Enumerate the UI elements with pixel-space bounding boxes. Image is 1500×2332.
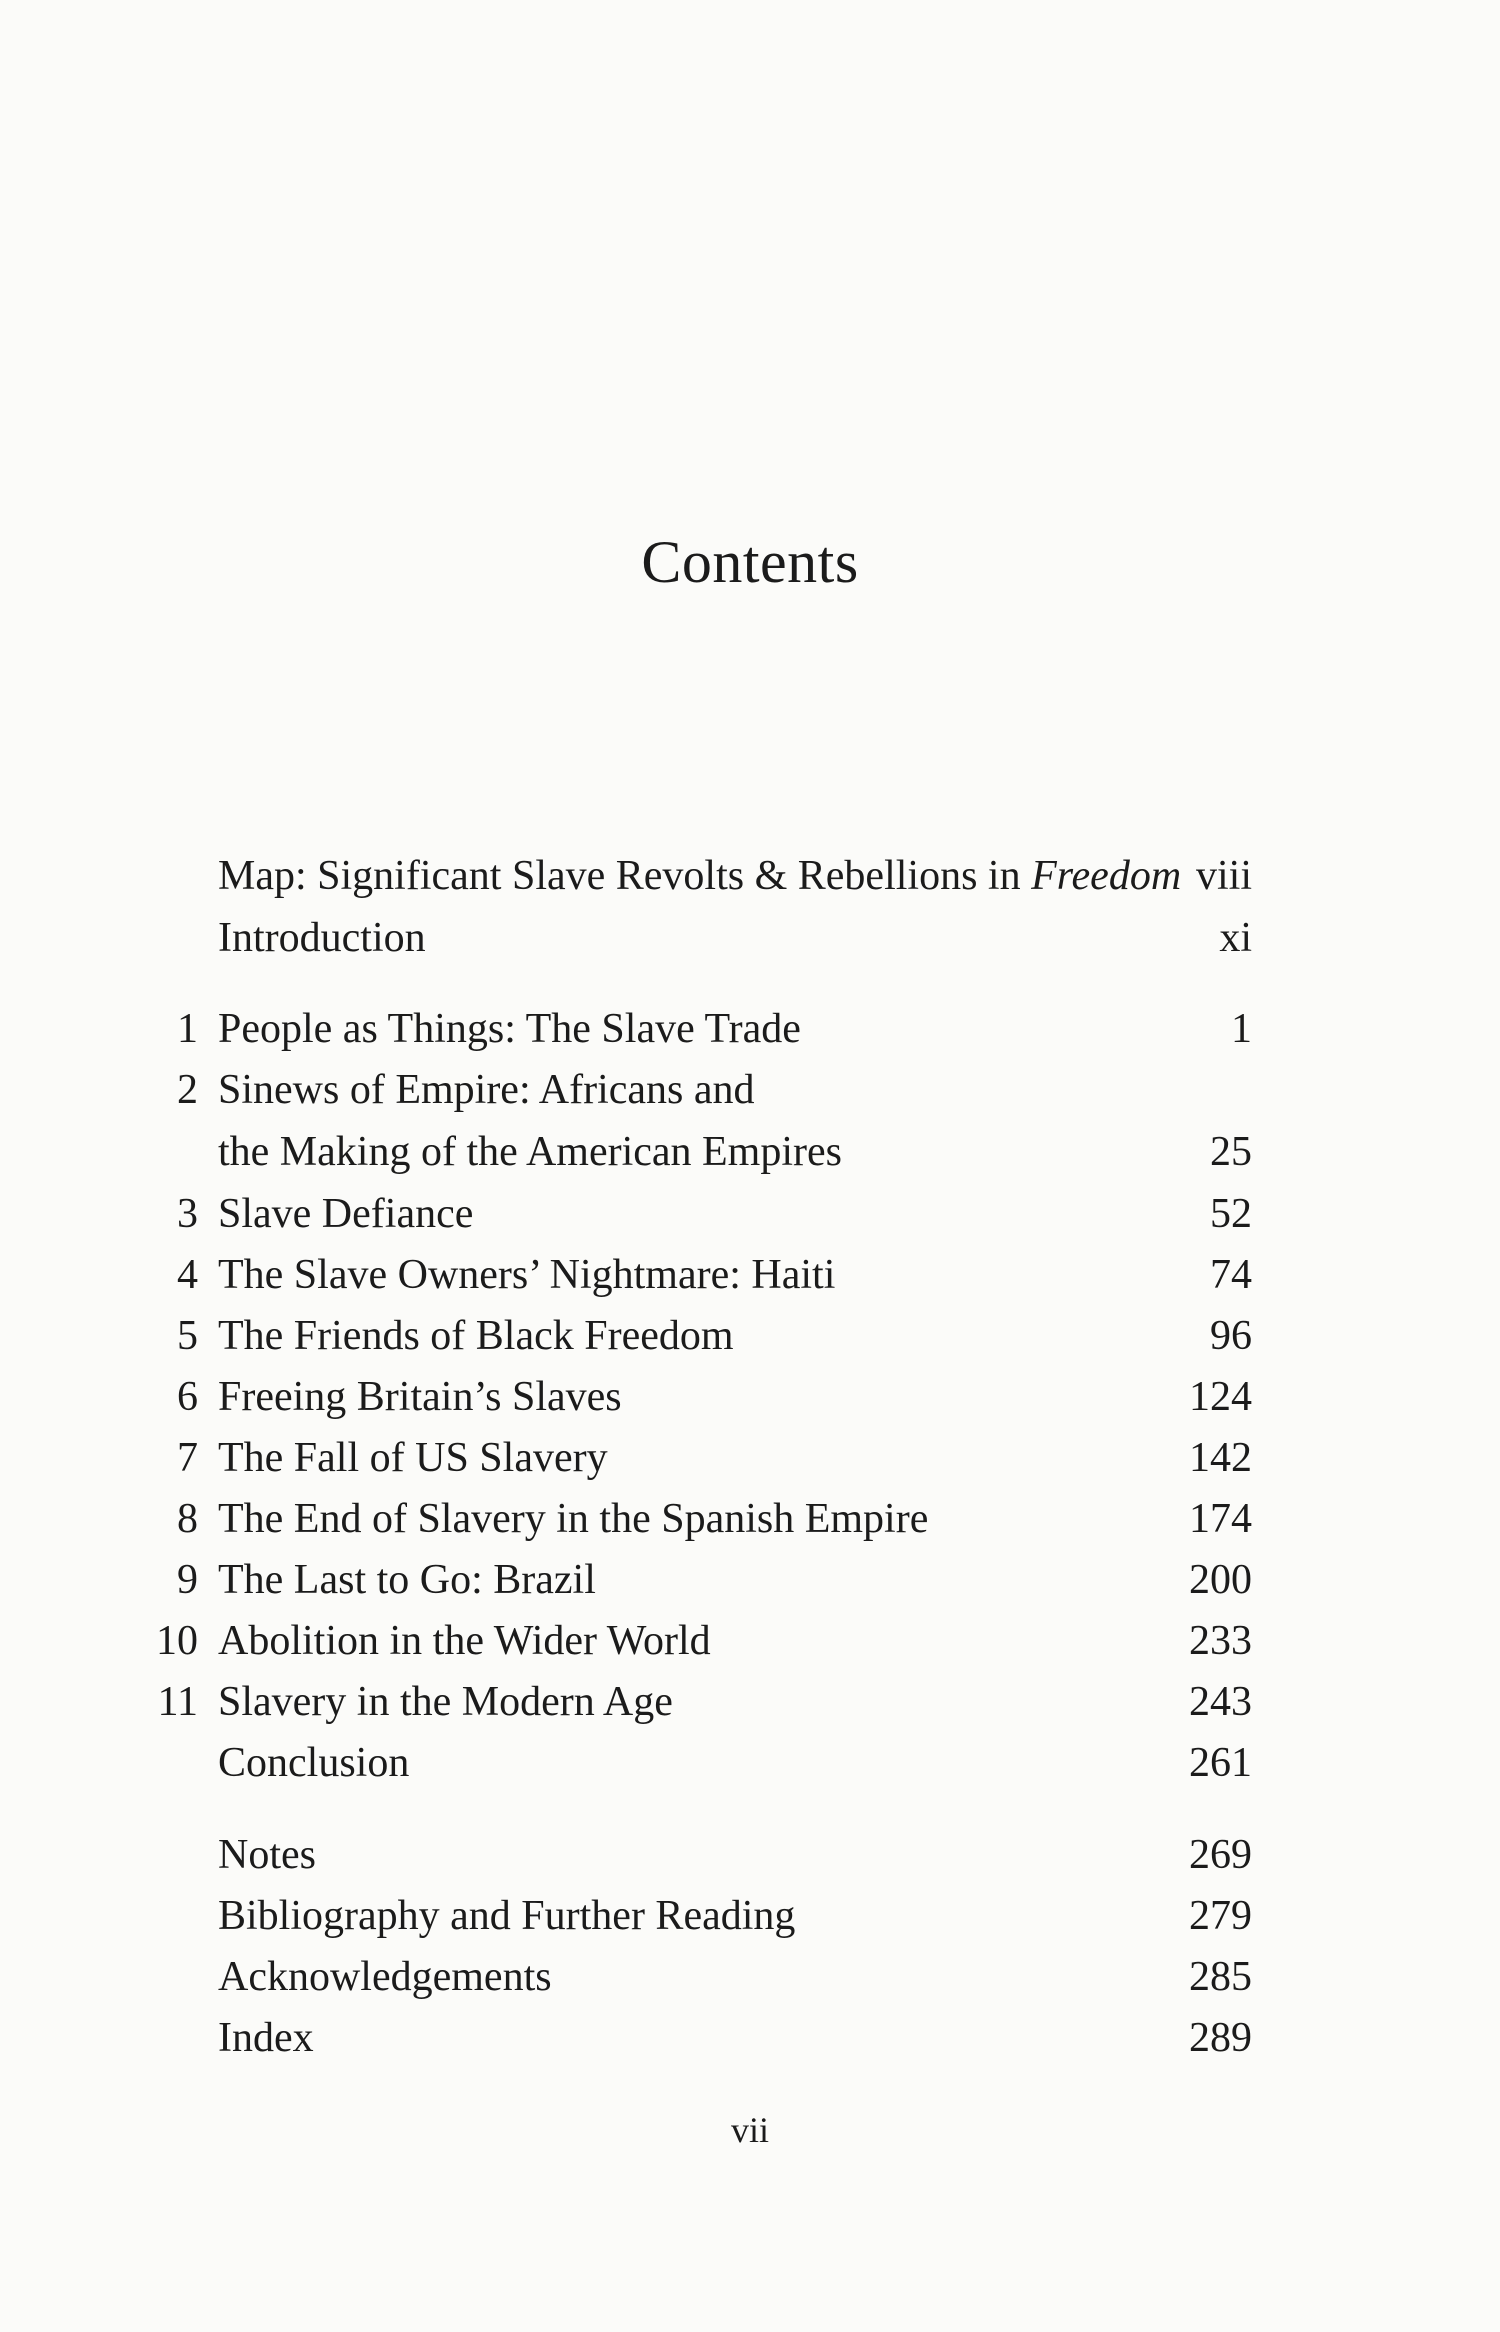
toc-entry-chapter-1: [0, 998, 1500, 1060]
toc-entry-index: [0, 2007, 1500, 2069]
toc-entry-acknowledgements: [0, 1946, 1500, 2008]
chapter-number: 1: [177, 1006, 198, 1052]
toc-entry-chapter-2: [0, 1059, 1500, 1175]
toc-entry-label: Acknowledgements: [218, 1954, 552, 2000]
toc-page-number: 279: [1189, 1893, 1252, 1939]
toc-entry-label: Map: Significant Slave Revolts & Rebellions in Freedom: [218, 853, 1182, 899]
toc-page-number: 124: [1189, 1374, 1252, 1420]
toc-page-number: 1: [1231, 1006, 1252, 1052]
toc-entry-label: Abolition in the Wider World: [218, 1618, 711, 1664]
toc-entry-label: Freeing Britain’s Slaves: [218, 1374, 622, 1420]
chapter-number: 6: [177, 1374, 198, 1420]
toc-page-number: 289: [1189, 2015, 1252, 2061]
toc-entry-map: [0, 845, 1500, 907]
chapter-number: 3: [177, 1191, 198, 1237]
toc-entry-label: Bibliography and Further Reading: [218, 1893, 796, 1939]
toc-entry-conclusion: [0, 1732, 1500, 1794]
toc-entry-chapter-10: [0, 1610, 1500, 1672]
toc-page-number: xi: [1219, 915, 1252, 961]
chapter-number: 2: [177, 1067, 198, 1113]
toc-entry-chapter-11: [0, 1671, 1500, 1733]
toc-entry-label: The End of Slavery in the Spanish Empire: [218, 1496, 929, 1542]
toc-page-number: 243: [1189, 1679, 1252, 1725]
toc-page-number: viii: [1195, 853, 1252, 899]
toc-page-number: 25: [1210, 1129, 1252, 1175]
toc-page-number: 52: [1210, 1191, 1252, 1237]
toc-page-number: 174: [1189, 1496, 1252, 1542]
chapter-number: 7: [177, 1435, 198, 1481]
toc-entry-label: Slavery in the Modern Age: [218, 1679, 673, 1725]
toc-entry-chapter-4: [0, 1244, 1500, 1306]
page-folio: vii: [730, 2110, 769, 2150]
toc-entry-label: Sinews of Empire: Africans and the Making of the American Empires: [218, 1067, 842, 1175]
toc-page-number: 261: [1189, 1740, 1252, 1786]
toc-entry-label: People as Things: The Slave Trade: [218, 1006, 801, 1052]
toc-entry-chapter-9: [0, 1549, 1500, 1611]
toc-entry-chapter-6: [0, 1366, 1500, 1428]
toc-entry-label: The Fall of US Slavery: [218, 1435, 608, 1481]
toc-page-number: 96: [1210, 1313, 1252, 1359]
toc-page-number: 200: [1189, 1557, 1252, 1603]
toc-entry-chapter-8: [0, 1488, 1500, 1550]
toc-entry-label: The Friends of Black Freedom: [218, 1313, 734, 1359]
chapter-number: 8: [177, 1496, 198, 1542]
toc-page-number: 285: [1189, 1954, 1252, 2000]
toc-entry-chapter-5: [0, 1305, 1500, 1367]
chapter-number: 11: [157, 1679, 198, 1725]
toc-entry-introduction: [0, 907, 1500, 969]
toc-entry-label: Notes: [218, 1832, 316, 1878]
chapter-number: 5: [177, 1313, 198, 1359]
toc-entry-label: Slave Defiance: [218, 1191, 474, 1237]
chapter-number: 9: [177, 1557, 198, 1603]
toc-entry-label: Introduction: [218, 915, 426, 961]
chapter-number: 4: [177, 1252, 198, 1298]
chapter-number: 10: [156, 1618, 198, 1664]
toc-entry-label: Conclusion: [218, 1740, 410, 1786]
toc-entry-chapter-3: [0, 1183, 1500, 1245]
page-title: Contents: [641, 529, 859, 595]
toc-entry-chapter-7: [0, 1427, 1500, 1489]
toc-entry-label: The Slave Owners’ Nightmare: Haiti: [218, 1252, 836, 1298]
toc-entry-label: The Last to Go: Brazil: [218, 1557, 596, 1603]
toc-page-number: 74: [1210, 1252, 1252, 1298]
toc-entry-bibliography: [0, 1885, 1500, 1947]
toc-entry-notes: [0, 1824, 1500, 1886]
toc-page-number: 142: [1189, 1435, 1252, 1481]
toc-entry-label: Index: [218, 2015, 314, 2061]
toc-page-number: 269: [1189, 1832, 1252, 1878]
toc-page-number: 233: [1189, 1618, 1252, 1664]
